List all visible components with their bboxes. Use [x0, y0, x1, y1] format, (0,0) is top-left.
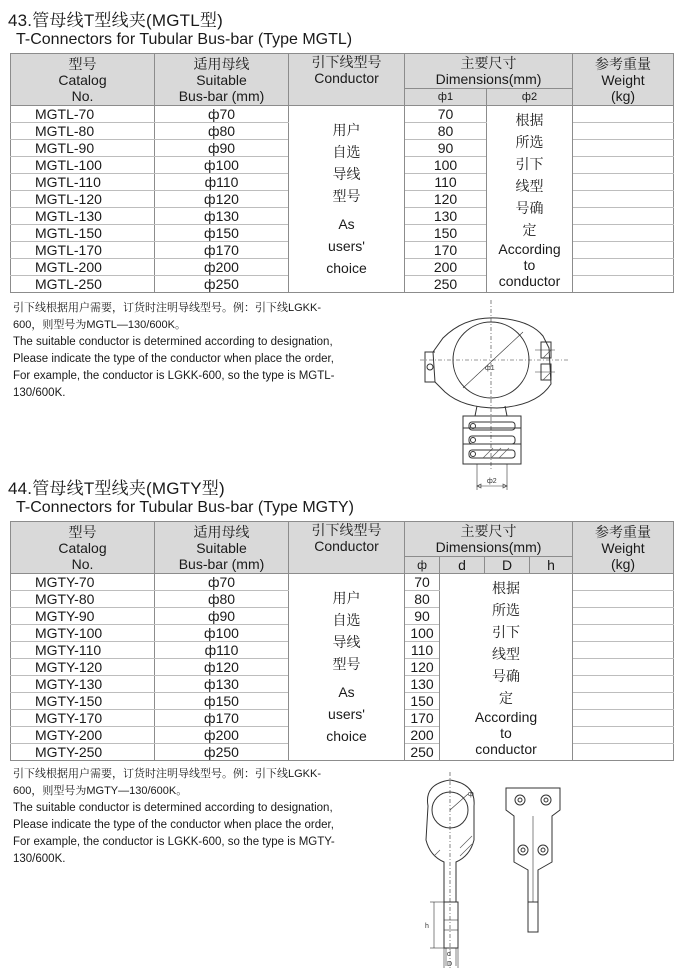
D-label: D: [447, 961, 453, 968]
table-row: MGTY-170 ф170 170: [11, 710, 674, 727]
table-row: MGTY-70 ф70 用户 自选 导线 型号 As users' choice 70 根据 所选 引下 线型 号确 定 According to conductor: [11, 574, 674, 591]
mgty-technical-drawing: [410, 770, 590, 970]
conductor-note: 用户 自选 导线 型号 As users' choice: [289, 106, 405, 293]
header-D: D: [485, 557, 530, 574]
table-row: MGTY-80 ф80 80: [11, 591, 674, 608]
conductor-note: 用户 自选 导线 型号 As users' choice: [289, 574, 405, 761]
table-row: MGTY-130 ф130 130: [11, 676, 674, 693]
table-row: MGTL-200 ф200 200: [11, 259, 674, 276]
phi1-label: ф1: [485, 365, 495, 372]
header-h: h: [530, 557, 573, 574]
header-phi: ф: [405, 557, 440, 574]
header-phi1: ф1: [405, 89, 487, 106]
table-row: MGTY-120 ф120 120: [11, 659, 674, 676]
table-row: MGTL-70 ф70 用户 自选 导线 型号 As users' choice 70 根据 所选 引下 线型 号确 定 According to conductor: [11, 106, 674, 123]
table-row: MGTL-110 ф110 110: [11, 174, 674, 191]
table-row: MGTL-130 ф130 130: [11, 208, 674, 225]
header-conductor: 引下线型号 Conductor: [289, 522, 405, 574]
header-catalog: 型号 Catalog No.: [11, 522, 155, 574]
header-weight: 参考重量 Weight (kg): [573, 54, 674, 106]
table-row: MGTL-150 ф150 150: [11, 225, 674, 242]
dimension-note: 根据 所选 引下 线型 号确 定 According to conductor: [487, 106, 573, 293]
table-row: MGTY-200 ф200 200: [11, 727, 674, 744]
table-row: MGTY-110 ф110 110: [11, 642, 674, 659]
table-row: MGTL-80 ф80 80: [11, 123, 674, 140]
section-44-title: 44.管母线T型线夹(MGTY型): [8, 479, 225, 498]
table-row: MGTY-150 ф150 150: [11, 693, 674, 710]
section-43-note: 引下线根据用户需要，订货时注明导线型号。例：引下线LGKK-600，则型号为MGTL—130/600K。 The suitable conductor is determined according to designation, Please indicate the type of the conductor when place the order, For example, the conductor is LGKK-600, so the type is MGTL-130/600K.: [13, 302, 335, 399]
header-busbar: 适用母线 Suitable Bus-bar (mm): [155, 54, 289, 106]
table-row: MGTY-90 ф90 90: [11, 608, 674, 625]
header-catalog: 型号 Catalog No.: [11, 54, 155, 106]
table-row: MGTL-250 ф250 250: [11, 276, 674, 293]
table-row: MGTY-100 ф100 100: [11, 625, 674, 642]
header-phi2: ф2: [487, 89, 573, 106]
header-d: d: [440, 557, 485, 574]
d-label: d: [447, 951, 451, 958]
header-conductor: 引下线型号 Conductor: [289, 54, 405, 106]
table-row: MGTL-170 ф170 170: [11, 242, 674, 259]
table-row: MGTL-120 ф120 120: [11, 191, 674, 208]
section-44-subtitle: T-Connectors for Tubular Bus-bar (Type MGTY): [16, 499, 354, 516]
section-44-note: 引下线根据用户需要，订货时注明导线型号。例：引下线LGKK-600，则型号为MGTY—130/600K。 The suitable conductor is determined according to designation, Please indicate the type of the conductor when place the order, For example, the conductor is LGKK-600, so the type is MGTY-130/600K.: [13, 768, 335, 865]
table-row: MGTY-250 ф250 250: [11, 744, 674, 761]
mgty-spec-table: [10, 521, 674, 761]
phi-label: ф: [468, 791, 474, 798]
section-43-title: 43.管母线T型线夹(MGTL型): [8, 11, 223, 30]
header-busbar: 适用母线 Suitable Bus-bar (mm): [155, 522, 289, 574]
table-row: MGTL-90 ф90 90: [11, 140, 674, 157]
section-43-subtitle: T-Connectors for Tubular Bus-bar (Type MGTL): [16, 31, 353, 48]
dimension-note: 根据 所选 引下 线型 号确 定 According to conductor: [440, 574, 573, 761]
h-label: h: [425, 923, 429, 930]
header-dimensions: 主要尺寸 Dimensions(mm): [405, 54, 573, 89]
mgtl-technical-drawing: [405, 298, 585, 498]
header-weight: 参考重量 Weight (kg): [573, 522, 674, 574]
phi2-label: ф2: [487, 478, 497, 485]
table-row: MGTL-100 ф100 100: [11, 157, 674, 174]
mgtl-spec-table: [10, 53, 674, 293]
header-dimensions: 主要尺寸 Dimensions(mm): [405, 522, 573, 557]
